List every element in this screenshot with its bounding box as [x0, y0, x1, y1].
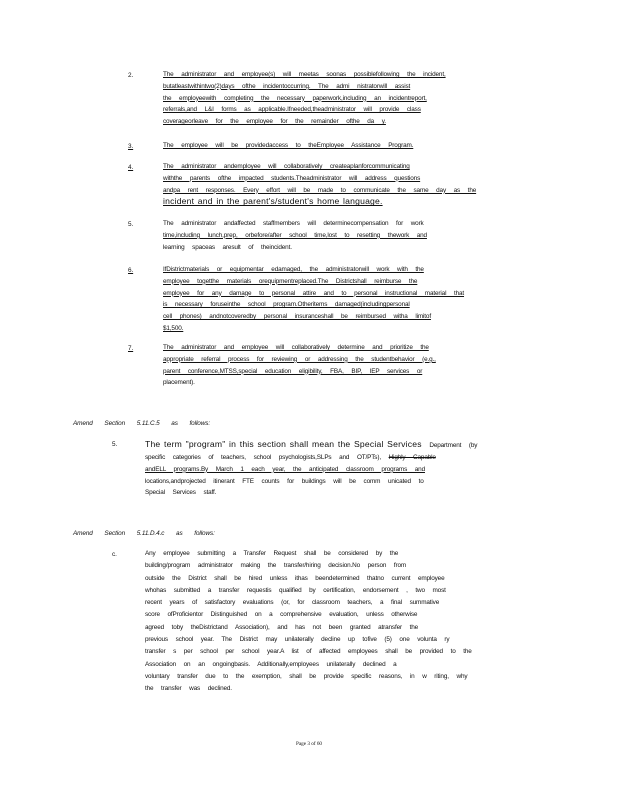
text-line: voluntary transfer due to the exemption, shall be provide specific reasons, in w riting, why: [145, 672, 468, 680]
page-number-footer: Page 3 of 60: [295, 741, 323, 747]
text-line: previous school year. The District may unilaterally decline up tofive (5) one volunta ry: [145, 636, 450, 644]
text-line: agreed toby theDistrictand Association), and has not been granted atransfer the: [145, 623, 419, 631]
item-number: 7.: [128, 345, 134, 352]
text-line: The employee will be providedaccess to theEmployee Assistance Program.: [163, 142, 414, 149]
text-line: The administrator and employee(s) will meetas soonas possiblefollowing the incident,: [163, 71, 446, 78]
section-number: 5.: [112, 441, 118, 448]
item-number: 2.: [128, 72, 134, 79]
amend-heading: Amend Section 5.11.C.5 as follows:: [73, 420, 211, 427]
text-line: time,including lunch,prep, orbefore/after school time,lost to resetting thework and: [163, 231, 427, 239]
list-item-4: [163, 161, 543, 206]
text-line: employee for any damage to personal attire and to personal instructional material that: [163, 289, 465, 297]
text-line: coverageorleave for the employee for the remainder ofthe da y.: [163, 118, 386, 126]
text-line: andpa rent responses. Every effort will be made to communicate the same day as the: [163, 186, 477, 194]
text-line: andELL programs.By March 1 each year, the anticipated classroom programs and: [145, 465, 425, 473]
text-line: parent conference,MTSS,special education eligibility, FBA, BIP, IEP services or: [163, 367, 423, 375]
text-line: learning spaceas aresult of theincident.: [163, 243, 292, 251]
text-line: Special Services staff.: [145, 489, 217, 497]
text-line: score ofProficientor Distinguished on a comprehensive evaluation, unless otherwise: [145, 611, 418, 619]
text-line: referrals,and L&I forms as applicable.Ifneeded,theadministrator will provide class: [163, 106, 421, 114]
text-line: employee togetthe materials orequipmentreplaced.The Districtshall reimburse the: [163, 277, 418, 285]
item-number: 3.: [128, 143, 134, 150]
text-line-with-strike: [145, 452, 545, 464]
item-number: 6.: [128, 267, 134, 274]
text-line: butatleastwithintwo(2)days ofthe incidentoccurring. The admi nistratorwill assist: [163, 82, 411, 90]
text-line: specific categories of teachers, school psychologists,SLPs and OT/PTs),: [145, 454, 389, 461]
item-number: 4.: [128, 164, 134, 171]
text-line: locations,andprojected itinerant FTE counts for buildings will be comm unicated to: [145, 477, 424, 485]
text-line: building/program administrator making the transfer/hiring decision.No person from: [145, 562, 407, 570]
text-line: transfer s per school per school year.A list of affected employees shall be provided to the: [145, 648, 472, 656]
text-line: The administrator andaffected staffmembers will determinecompensation for work: [163, 220, 424, 227]
struck-text: Highly Capable: [388, 454, 436, 461]
text-line: the employeewith completing the necessary paperwork,including an incidentreport,: [163, 94, 427, 102]
item-number: 5.: [128, 221, 134, 228]
text-line: withthe parents ofthe impacted students.Theadministrator will address questions: [163, 174, 421, 182]
text-line: whohas submitted a transfer requestis qualified by certification, endorsement , two most: [145, 586, 446, 594]
text-line: is necessary foruseinthe school program.Otheritems damaged(includingpersonal: [163, 301, 410, 309]
list-item-7: [163, 342, 543, 389]
section-5-text: [145, 438, 545, 499]
text-line: The term "program" in this section shall mean the Special Services: [145, 439, 422, 449]
list-item-6: [163, 264, 543, 335]
text-line: The administrator andemployee will collaboratively createaplanforcommunicating: [163, 163, 410, 170]
list-item-5: [163, 218, 543, 253]
text-line: the transfer was declined.: [145, 685, 232, 693]
text-line: IfDistrictmaterials or equipmentar edamaged, the administratorwill work with the: [163, 266, 424, 273]
section-c-text: [145, 548, 545, 696]
text-line: placement).: [163, 379, 195, 387]
text-line: $1,500.: [163, 324, 184, 332]
text-line: Department (by: [429, 442, 478, 449]
text-line: recent years of satisfactory evaluations (or, for classroom teachers, a final summative: [145, 599, 440, 607]
amend-heading: Amend Section 5.11.D.4.c as follows:: [73, 530, 215, 537]
text-line: cell phones) andnotcoveredby personal insuranceshall be reimbursed witha limitof: [163, 313, 431, 321]
list-item-2: [163, 69, 543, 128]
list-item-3: [163, 140, 543, 152]
text-line: outside the District shall be hired unless ithas beendetermined thatno current employee: [145, 574, 445, 582]
text-line: appropriate referral process for reviewing or addressing the studentbehavior (e.g.,: [163, 355, 436, 363]
text-line: Association on an ongoingbasis. Additionally,employees unilaterally declined a: [145, 660, 397, 668]
text-line: Any employee submitting a Transfer Request shall be considered by the: [145, 550, 399, 557]
text-line: incident and in the parent's/student's home language.: [163, 196, 383, 207]
text-line: The administrator and employee will collaboratively determine and prioritize the: [163, 344, 429, 351]
section-number: c.: [112, 551, 117, 558]
